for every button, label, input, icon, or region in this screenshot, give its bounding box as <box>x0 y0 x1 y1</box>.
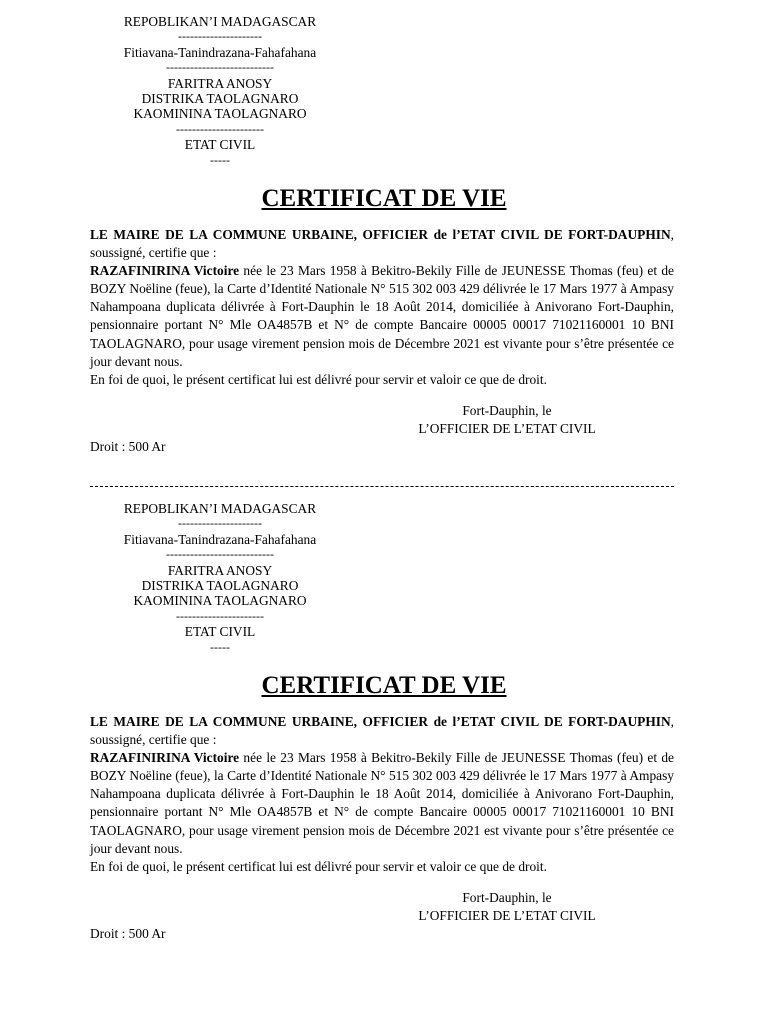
issuer-statement: LE MAIRE DE LA COMMUNE URBAINE, OFFICIER de l’ETAT CIVIL DE FORT-DAUPHIN <box>90 714 671 729</box>
header-divider: --------------------- <box>178 29 262 44</box>
header-divider: ---------------------- <box>176 121 264 136</box>
signature-officer: L’OFFICIER DE L’ETAT CIVIL <box>418 421 596 436</box>
person-name: RAZAFINIRINA Victoire <box>90 263 240 279</box>
header-divider: --------------------------- <box>166 60 274 75</box>
country-name: REPOBLIKAN’I MADAGASCAR <box>123 501 317 516</box>
service-name: ETAT CIVIL <box>184 137 256 153</box>
header-divider: --------------------- <box>178 516 262 531</box>
issuer-statement: LE MAIRE DE LA COMMUNE URBAINE, OFFICIER de l’ETAT CIVIL DE FORT-DAUPHIN <box>90 227 671 242</box>
signature-officer: L’OFFICIER DE L’ETAT CIVIL <box>418 908 596 923</box>
person-name: RAZAFINIRINA Victoire <box>90 750 240 766</box>
administrative-header <box>90 501 350 655</box>
certificate-title: CERTIFICAT DE VIE <box>261 185 507 212</box>
header-divider: ---------------------- <box>176 608 264 623</box>
national-motto: Fitiavana-Tanindrazana-Fahafahana <box>123 44 317 60</box>
certification-paragraph <box>90 713 674 749</box>
region-name: FARITRA ANOSY <box>167 562 273 578</box>
service-name: ETAT CIVIL <box>184 624 256 640</box>
signature-place: Fort-Dauphin, le <box>462 890 552 905</box>
district-name: DISTRIKA TAOLAGNARO <box>141 91 299 107</box>
person-details: née le 23 Mars 1958 à Bekitro-Bekily Fille de JEUNESSE Thomas (feu) et de BOZY Noëline (feue), la Carte d’Identité Nationale N° 515 302 003 429 délivrée le 17 Mars 1977 à Ampasy Nahampoana duplicata délivrée à Fort-Dauphin le 18 Août 2014, domiciliée à Anivorano Fort-Dauphin, pensionnaire portant N° Mle OA4857B et N° de compte Bancaire 00005 00017 71021160001 10 BNI TAOLAGNARO, pour usage virement pension mois de Décembre 2021 est vivante pour s’être présentée ce jour devant nous. <box>90 263 674 369</box>
district-name: DISTRIKA TAOLAGNARO <box>141 578 299 594</box>
header-divider: --------------------------- <box>166 547 274 562</box>
signature-place: Fort-Dauphin, le <box>462 403 552 418</box>
administrative-header <box>90 14 350 168</box>
header-divider: ----- <box>210 639 230 654</box>
person-paragraph <box>90 262 674 371</box>
certificate-body <box>90 226 674 389</box>
commune-name: KAOMININA TAOLAGNARO <box>133 106 307 122</box>
person-details: née le 23 Mars 1958 à Bekitro-Bekily Fille de JEUNESSE Thomas (feu) et de BOZY Noëline (feue), la Carte d’Identité Nationale N° 515 302 003 429 délivrée le 17 Mars 1977 à Ampasy Nahampoana duplicata délivrée à Fort-Dauphin le 18 Août 2014, domiciliée à Anivorano Fort-Dauphin, pensionnaire portant N° Mle OA4857B et N° de compte Bancaire 00005 00017 71021160001 10 BNI TAOLAGNARO, pour usage virement pension mois de Décembre 2021 est vivante pour s’être présentée ce jour devant nous. <box>90 750 674 856</box>
closing-paragraph: En foi de quoi, le présent certificat lui est délivré pour servir et valoir ce que de droit. <box>90 371 547 387</box>
closing-paragraph: En foi de quoi, le présent certificat lui est délivré pour servir et valoir ce que de droit. <box>90 858 547 874</box>
cut-line-separator <box>90 486 674 487</box>
country-name: REPOBLIKAN’I MADAGASCAR <box>123 14 317 29</box>
national-motto: Fitiavana-Tanindrazana-Fahafahana <box>123 531 317 547</box>
certificate-body <box>90 713 674 876</box>
certification-paragraph <box>90 226 674 262</box>
person-paragraph <box>90 749 674 858</box>
fee-line: Droit : 500 Ar <box>90 926 166 941</box>
commune-name: KAOMININA TAOLAGNARO <box>133 593 307 609</box>
fee-line: Droit : 500 Ar <box>90 439 166 454</box>
issuer-statement-end: , soussigné, certifie que : <box>90 227 674 261</box>
region-name: FARITRA ANOSY <box>167 75 273 91</box>
header-divider: ----- <box>210 152 230 167</box>
certificate-title: CERTIFICAT DE VIE <box>261 672 507 699</box>
issuer-statement-end: , soussigné, certifie que : <box>90 714 674 748</box>
